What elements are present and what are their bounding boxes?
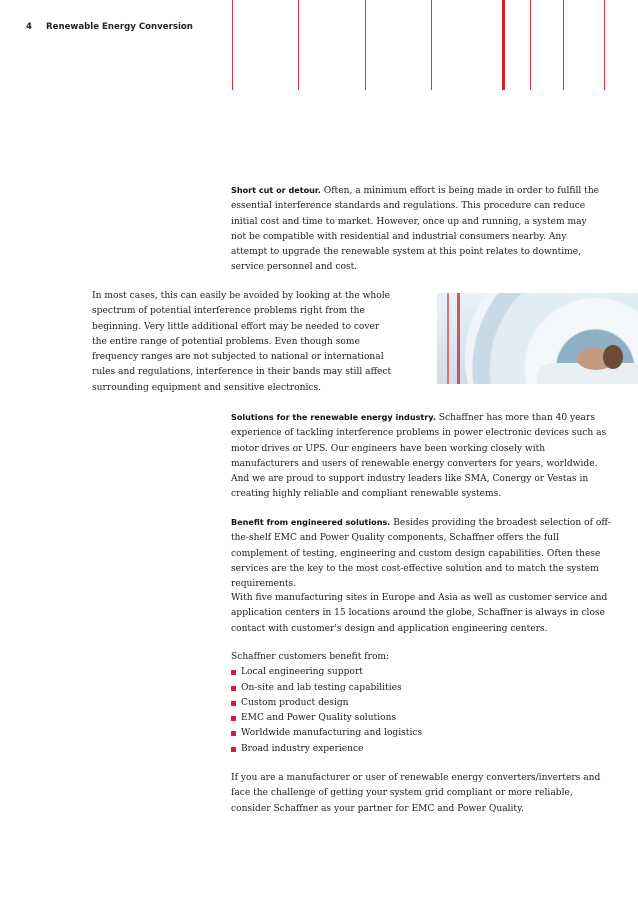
- paragraph-lead: Solutions for the renewable energy industry.: [231, 412, 436, 422]
- decorative-line: [365, 0, 366, 90]
- paragraph-text: Schaffner has more than 40 years experience of tackling interference problems in power electronic devices such as motor drives or UPS. Our engineers have been working closely with manufacturers and users of renewable energy converters for years, worldwide. And we are proud to support industry leaders like SMA, Conergy or Vestas in creating highly reliable and compliant renewable systems.: [231, 413, 607, 500]
- paragraph-text: Often, a minimum effort is being made in order to fulfill the essential interference standards and regulations. This procedure can reduce initial cost and time to market. However, once up and running, a system may not be compatible with residential and industrial consumers nearby. Any attempt to upgrade the renewable system at this point relates to downtime, service personnel and cost.: [231, 186, 600, 273]
- paragraph-lead: Short cut or detour.: [231, 185, 321, 195]
- list-item-text: Custom product design: [241, 697, 349, 708]
- bullet-square-icon: [231, 716, 236, 721]
- list-item: [231, 665, 611, 680]
- bullet-square-icon: [231, 670, 236, 675]
- page-number: 4: [26, 22, 32, 32]
- page-header: [26, 22, 193, 32]
- decorative-line: [232, 0, 233, 90]
- list-item-text: Worldwide manufacturing and logistics: [241, 728, 423, 739]
- list-item-text: Broad industry experience: [241, 743, 364, 754]
- list-item: [231, 696, 611, 711]
- paragraph-text: With five manufacturing sites in Europe and Asia as well as customer service and application centers in 15 locations around the globe, Schaffner is always in close contact with customer's design and application engineering centers.: [231, 593, 608, 634]
- paragraph-text: Besides providing the broadest selection of off-the-shelf EMC and Power Quality components, Schaffner offers the full complement of testing, engineering and custom design capabilities. Often these services are the key to the most cost-effective solution and to match the system requirements.: [231, 518, 611, 590]
- decorative-line: [298, 0, 299, 90]
- decorative-line: [502, 0, 505, 90]
- bullet-square-icon: [231, 747, 236, 752]
- decorative-line: [530, 0, 531, 90]
- list-item: [231, 726, 611, 741]
- short-cut-paragraph: [231, 183, 603, 276]
- solutions-paragraph: [231, 410, 611, 503]
- decorative-line: [431, 0, 432, 90]
- decorative-line: [604, 0, 605, 90]
- benefits-section: [231, 650, 611, 757]
- medical-scanner-photo: [437, 293, 638, 384]
- paragraph-text: In most cases, this can easily be avoided by looking at the whole spectrum of potential interference problems right from the beginning. Very little additional effort may be needed to cover the entire range of potential problems. Even though some frequency ranges are not subjected to national or international rules and regulations, interference in their bands may still affect surrounding equipment and sensitive electronics.: [92, 291, 392, 393]
- paragraph-lead: Benefit from engineered solutions.: [231, 517, 391, 527]
- most-cases-paragraph: [92, 289, 392, 396]
- sites-paragraph: [231, 591, 611, 637]
- bullet-square-icon: [231, 701, 236, 706]
- bullet-square-icon: [231, 686, 236, 691]
- list-item: [231, 742, 611, 757]
- benefit-paragraph: [231, 515, 611, 592]
- decorative-line: [563, 0, 564, 90]
- list-item: [231, 711, 611, 726]
- closing-paragraph: [231, 771, 611, 817]
- list-item-text: On-site and lab testing capabilities: [241, 682, 402, 693]
- list-item-text: EMC and Power Quality solutions: [241, 713, 397, 724]
- bullet-square-icon: [231, 731, 236, 736]
- benefits-list: [231, 665, 611, 757]
- list-item-text: Local engineering support: [241, 667, 363, 678]
- page-title: Renewable Energy Conversion: [46, 22, 193, 32]
- benefits-intro: Schaffner customers benefit from:: [231, 652, 390, 662]
- paragraph-text: If you are a manufacturer or user of renewable energy converters/inverters and face the challenge of getting your system grid compliant or more reliable, consider Schaffner as your partner for EMC and Power Quality.: [231, 773, 601, 814]
- list-item: [231, 681, 611, 696]
